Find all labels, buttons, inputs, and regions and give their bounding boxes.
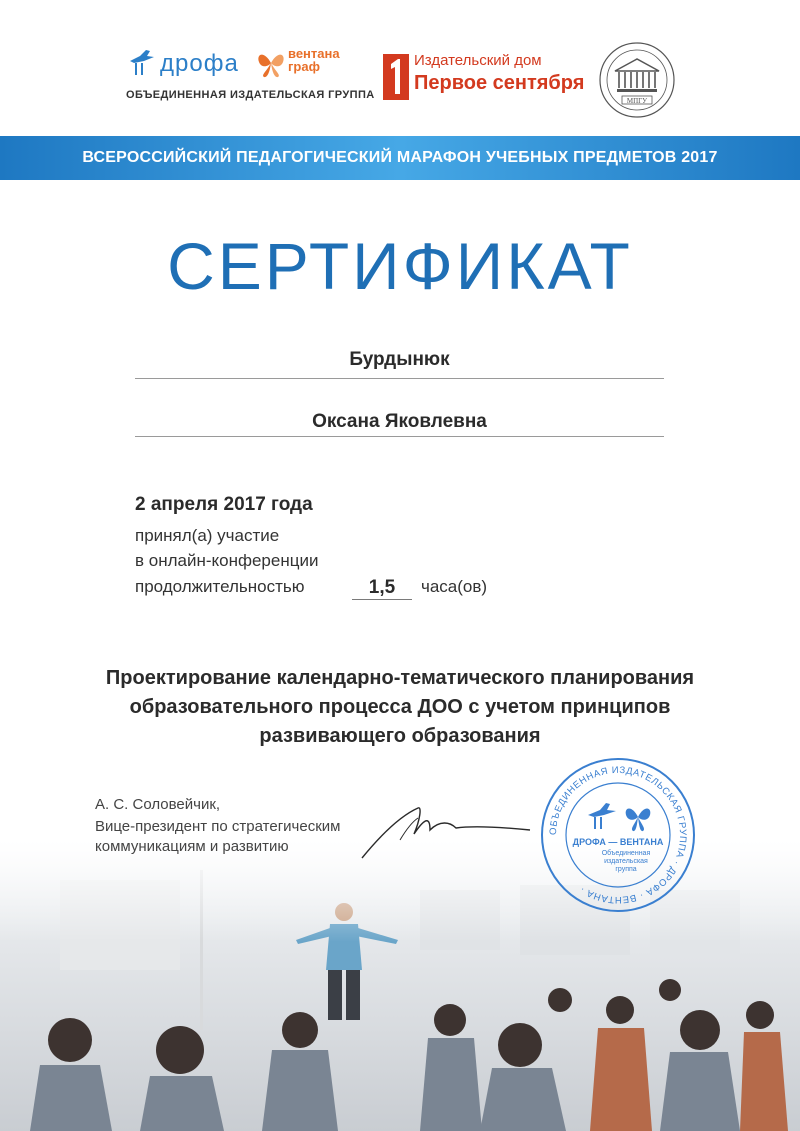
publishing-group-name: ОБЪЕДИНЕННАЯ ИЗДАТЕЛЬСКАЯ ГРУППА [126,89,375,101]
recipient-surname: Бурдынюк [349,349,450,370]
hours-underline [352,599,412,600]
university-seal-icon [598,40,676,120]
first-september-line2: Первое сентября [414,72,585,94]
surname-underline [135,378,664,379]
butterfly-logo-icon [256,48,286,78]
signatory-name: А. С. Соловейчик, [95,796,221,813]
event-date: 2 апреля 2017 года [135,494,313,515]
drofa-logo-text: дрофа [160,50,239,77]
ventana-logo-line1: вентана [288,46,340,61]
stamp-center-title: ДРОФА — ВЕНТАНА [572,837,664,847]
conference-topic: Проектирование календарно-тематического планирования образовательного процесса ДОО с учетом принципов развивающего образования [105,667,695,747]
recipient-given-name: Оксана Яковлевна [312,411,487,432]
hours-unit: часа(ов) [421,577,488,596]
drofa-bird-logo-icon [126,47,158,77]
conference-line: в онлайн-конференции [135,551,319,570]
given-name-underline [135,436,664,437]
certificate-title: СЕРТИФИКАТ [167,229,633,303]
marathon-banner [0,136,800,180]
ventana-graf-logo [288,47,340,73]
ventana-logo-line2: граф [288,59,320,74]
handwritten-signature [360,796,540,866]
first-september-logo-icon [383,54,409,100]
seal-text: МПГУ [626,97,648,105]
first-september-line1: Издательский дом [414,52,542,69]
organization-stamp [538,755,698,915]
signatory-position-line1: Вице-президент по стратегическим [95,818,341,835]
stamp-bird-icon [588,803,616,829]
stamp-center-line2: издательская [604,858,648,865]
banner-text: ВСЕРОССИЙСКИЙ ПЕДАГОГИЧЕСКИЙ МАРАФОН УЧЕБНЫХ ПРЕДМЕТОВ 2017 [82,149,718,166]
stamp-center-line1: Объединенная [601,850,651,857]
stamp-center-line3: группа [615,866,637,873]
signatory-position-line2: коммуникациям и развитию [95,838,289,855]
duration-label: продолжительностью [135,577,305,596]
stamp-ring-text: ОБЪЕДИНЕННАЯ ИЗДАТЕЛЬСКАЯ ГРУППА · ДРОФА · ВЕНТАНА · [547,764,689,906]
duration-hours: 1,5 [368,577,396,598]
svg-text:ОБЪЕДИНЕННАЯ ИЗДАТЕЛЬСКАЯ ГРУП [548,765,688,905]
participation-line: принял(а) участие [135,526,280,545]
stamp-butterfly-icon [626,809,651,832]
